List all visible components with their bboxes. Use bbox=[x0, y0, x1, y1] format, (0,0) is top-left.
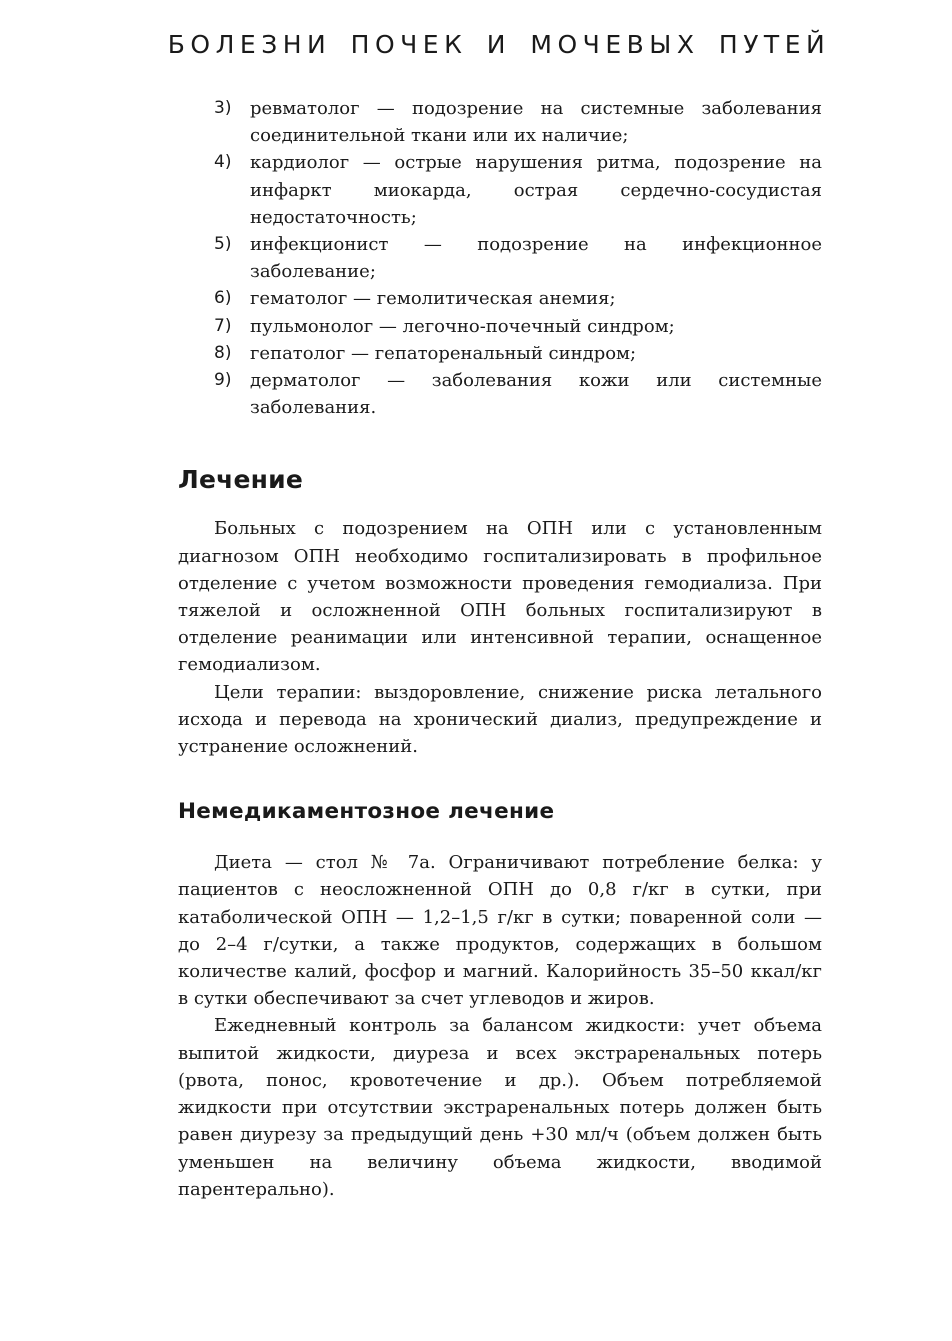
paragraph: Больных с подозрением на ОПН или с установленным диагнозом ОПН необходимо госпитализировать в профильное отделение с учетом возможности проведения гемодиализа. При тяжелой и осложненной ОПН больных госпитализируют в отделение реанимации или интенсивной терапии, оснащенное гемодиализом. bbox=[178, 518, 822, 676]
list-item-text: кардиолог — острые нарушения ритма, подозрение на инфаркт миокарда, острая сердечно-сосудистая недостаточность; bbox=[250, 152, 822, 228]
running-head: БОЛЕЗНИ ПОЧЕК И МОЧЕВЫХ ПУТЕЙ bbox=[167, 30, 831, 59]
section-heading-treatment: Лечение bbox=[178, 465, 303, 495]
list-item-text: дерматолог — заболевания кожи или системные заболевания. bbox=[250, 370, 822, 419]
list-item bbox=[178, 95, 822, 149]
list-item bbox=[178, 149, 822, 231]
list-item-number: 3) bbox=[214, 98, 232, 118]
page-body bbox=[178, 95, 822, 1203]
section-heading-non-drug: Немедикаментозное лечение bbox=[178, 799, 555, 825]
paragraph: Диета — стол № 7а. Ограничивают потребление белка: у пациентов с неосложненной ОПН до 0,8 г/кг в сутки, при катаболической ОПН — 1,2–1,5 г/кг в сутки; поваренной соли — до 2–4 г/сутки, а также продуктов, содержащих в большом количестве калий, фосфор и магний. Калорийность 35–50 ккал/кг в сутки обеспечивают за счет углеводов и жиров. bbox=[178, 852, 822, 1010]
list-item-number: 4) bbox=[214, 152, 232, 173]
list-item-number: 9) bbox=[214, 370, 232, 391]
list-item-number: 5) bbox=[214, 234, 232, 255]
list-item-text: пульмонолог — легочно-почечный синдром; bbox=[250, 315, 675, 337]
list-item bbox=[178, 285, 822, 312]
list-item bbox=[178, 340, 822, 367]
list-item bbox=[178, 367, 822, 421]
specialist-list bbox=[178, 95, 822, 421]
paragraph: Ежедневный контроль за балансом жидкости: учет объема выпитой жидкости, диуреза и всех экстраренальных потерь (рвота, понос, кровотечение и др.). Объем потребляемой жидкости при отсутствии экстраренальных потерь должен быть равен диурезу за предыдущий день +30 мл/ч (объем должен быть уменьшен на величину объема жидкости, вводимой парентерально). bbox=[178, 1015, 822, 1200]
list-item-number: 8) bbox=[214, 342, 232, 363]
list-item-number: 7) bbox=[214, 315, 232, 336]
list-item-text: гепатолог — гепаторенальный синдром; bbox=[250, 342, 637, 364]
list-item-text: ревматолог — подозрение на системные заболевания соединительной ткани или их наличие; bbox=[250, 98, 822, 147]
list-item-text: гематолог — гемолитическая анемия; bbox=[250, 288, 616, 310]
list-item bbox=[178, 231, 822, 285]
paragraph: Цели терапии: выздоровление, снижение риска летального исхода и перевода на хронический диализ, предупреждение и устранение осложнений. bbox=[178, 681, 822, 758]
list-item-number: 6) bbox=[214, 288, 232, 309]
list-item-text: инфекционист — подозрение на инфекционное заболевание; bbox=[250, 234, 822, 283]
list-item bbox=[178, 313, 822, 340]
